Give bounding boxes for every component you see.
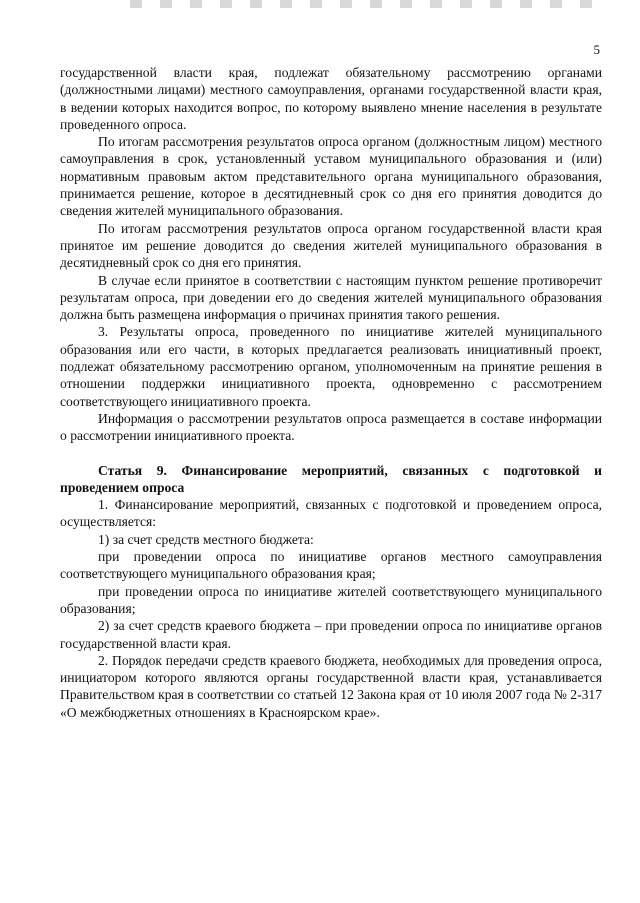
paragraph: По итогам рассмотрения результатов опроса органом государственной власти края принятое им решение доводится до сведения жителей муниципального образования в десятидневный срок со дня его принятия. [60,220,602,271]
scan-artifact [130,0,600,8]
article-paragraph: при проведении опроса по инициативе жителей соответствующего муниципального образования; [60,583,602,616]
article-heading: Статья 9. Финансирование мероприятий, связанных с подготовкой и проведением опроса [60,462,602,495]
document-body [60,64,602,721]
paragraph: По итогам рассмотрения результатов опроса органом (должностным лицом) местного самоуправления в срок, установленный уставом муниципального образования и (или) нормативным правовым актом представительного органа муниципального образования, принимается решение, которое в десятидневный срок со дня его принятия доводится до сведения жителей муниципального образования. [60,134,602,219]
paragraph: государственной власти края, подлежат обязательному рассмотрению органами (должностными лицами) местного самоуправления, органами государственной власти края, в ведении которых находится вопрос, по которому выявлено мнение населения в результате проведенного опроса. [60,65,602,132]
article-paragraph: 2. Порядок передачи средств краевого бюджета, необходимых для проведения опроса, инициатором которого являются органы государственной власти края, устанавливается Правительством края в соответствии со статьей 12 Закона края от 10 июля 2007 года № 2-317 «О межбюджетных отношениях в Красноярском крае». [60,652,602,720]
article-paragraph: при проведении опроса по инициативе органов местного самоуправления соответствующего муниципального образования края; [60,549,602,582]
article-paragraph: 2) за счет средств краевого бюджета – при проведении опроса по инициативе органов государственной власти края. [60,618,602,651]
paragraph: Информация о рассмотрении результатов опроса размещается в составе информации о рассмотрении инициативного проекта. [60,410,602,444]
paragraph: 3. Результаты опроса, проведенного по инициативе жителей муниципального образования или его части, в которых предлагается реализовать инициативный проект, подлежат обязательному рассмотрению органом, уполномоченным на принятие решения в отношении поддержки инициативного проекта, одновременно с рассмотрением соответствующего инициативного проекта. [60,324,602,409]
paragraph: В случае если принятое в соответствии с настоящим пунктом решение противоречит результатам опроса, при доведении его до сведения жителей муниципального образования должна быть размещена информация о причинах принятия такого решения. [60,272,602,323]
article-paragraph: 1) за счет средств местного бюджета: [98,531,314,547]
article-paragraph: 1. Финансирование мероприятий, связанных с подготовкой и проведением опроса, осуществляется: [60,497,602,530]
page-number: 5 [593,42,600,57]
